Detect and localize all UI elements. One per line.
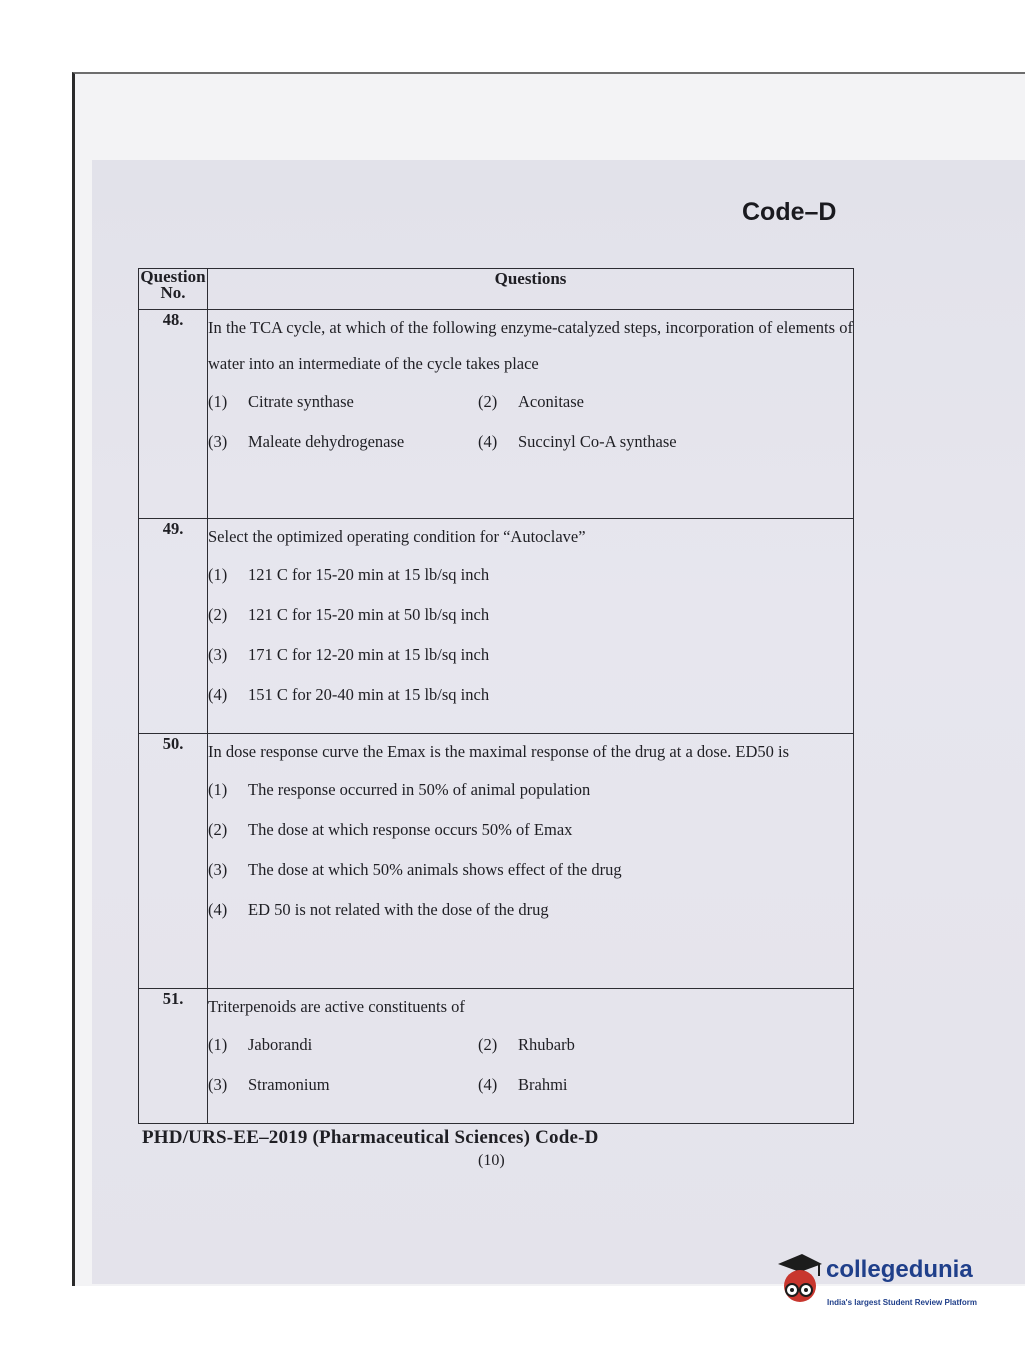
option-text: Aconitase: [518, 392, 584, 411]
option-text: Rhubarb: [518, 1035, 575, 1054]
table-row: [139, 519, 854, 734]
option-number: (4): [208, 900, 228, 919]
question-text: In dose response curve the Emax is the maximal response of the drug at a dose. ED50 is: [208, 742, 790, 761]
option: [208, 1035, 478, 1055]
logo-wordmark: collegedunia: [826, 1256, 973, 1283]
question-text: In the TCA cycle, at which of the following enzyme-catalyzed steps, incorporation of elements of water into an intermediate of the cycle takes place: [208, 318, 853, 373]
option: [478, 1075, 568, 1095]
option-number: (3): [208, 645, 228, 664]
option-number: (3): [208, 432, 228, 451]
option: [478, 1035, 575, 1055]
paper-code: Code–D: [742, 198, 837, 226]
option-number: (4): [478, 432, 498, 451]
option: [208, 595, 853, 635]
question-text: Triterpenoids are active constituents of: [208, 997, 465, 1016]
option-number: (4): [478, 1075, 498, 1094]
option-number: (1): [208, 780, 228, 799]
question-text: Select the optimized operating condition for “Autoclave”: [208, 527, 586, 546]
option: [478, 392, 584, 412]
option-text: 151 C for 20-40 min at 15 lb/sq inch: [248, 685, 490, 704]
question-no-header-line2: No.: [160, 283, 186, 302]
options-row: [208, 382, 853, 422]
question-no-header: [139, 269, 208, 310]
option-text: 121 C for 15-20 min at 15 lb/sq inch: [248, 565, 490, 584]
options-row: [208, 1065, 853, 1105]
question-number: 48.: [139, 310, 208, 519]
table-row: [139, 989, 854, 1124]
page-number: (10): [478, 1152, 505, 1169]
option-text: ED 50 is not related with the dose of the drug: [248, 900, 549, 919]
option-text: Citrate synthase: [248, 392, 354, 411]
option-text: Jaborandi: [248, 1035, 313, 1054]
collegedunia-logo[interactable]: [770, 1250, 1000, 1320]
option-text: The dose at which 50% animals shows effect of the drug: [248, 860, 622, 879]
option-number: (1): [208, 565, 228, 584]
option-number: (1): [208, 392, 228, 411]
option-number: (3): [208, 860, 228, 879]
table-header-row: [139, 269, 854, 310]
questions-table: [138, 268, 854, 1124]
question-number: 49.: [139, 519, 208, 734]
option-number: (2): [208, 820, 228, 839]
option-text: 171 C for 12-20 min at 15 lb/sq inch: [248, 645, 490, 664]
table-row: [139, 310, 854, 519]
question-no-header-line1: Question: [140, 267, 206, 286]
option: [208, 890, 853, 930]
option-text: Brahmi: [518, 1075, 568, 1094]
option-text: 121 C for 15-20 min at 50 lb/sq inch: [248, 605, 490, 624]
option-text: Maleate dehydrogenase: [248, 432, 405, 451]
option: [208, 392, 478, 412]
options-row: [208, 422, 853, 462]
question-number: 50.: [139, 734, 208, 989]
options-row: [208, 1025, 853, 1065]
option-text: Succinyl Co-A synthase: [518, 432, 677, 451]
option-text: Stramonium: [248, 1075, 330, 1094]
option-number: (1): [208, 1035, 228, 1054]
question-number: 51.: [139, 989, 208, 1124]
option: [208, 635, 853, 675]
logo-tagline: India's largest Student Review Platform: [827, 1298, 977, 1307]
student-mascot-icon: [770, 1250, 826, 1312]
option: [208, 1075, 478, 1095]
question-cell: [208, 989, 854, 1124]
option: [208, 555, 853, 595]
question-cell: [208, 734, 854, 989]
question-cell: [208, 519, 854, 734]
option-number: (3): [208, 1075, 228, 1094]
questions-header: Questions: [208, 269, 854, 310]
option: [478, 432, 677, 452]
question-cell: [208, 310, 854, 519]
option-text: The dose at which response occurs 50% of Emax: [248, 820, 573, 839]
option-number: (2): [478, 1035, 498, 1054]
option-text: The response occurred in 50% of animal population: [248, 780, 591, 799]
option: [208, 432, 478, 452]
option: [208, 850, 853, 890]
exam-footer: PHD/URS-EE–2019 (Pharmaceutical Sciences) Code-D: [142, 1127, 599, 1148]
option-number: (4): [208, 685, 228, 704]
option-number: (2): [478, 392, 498, 411]
option: [208, 770, 853, 810]
option: [208, 675, 853, 715]
option: [208, 810, 853, 850]
option-number: (2): [208, 605, 228, 624]
table-row: [139, 734, 854, 989]
